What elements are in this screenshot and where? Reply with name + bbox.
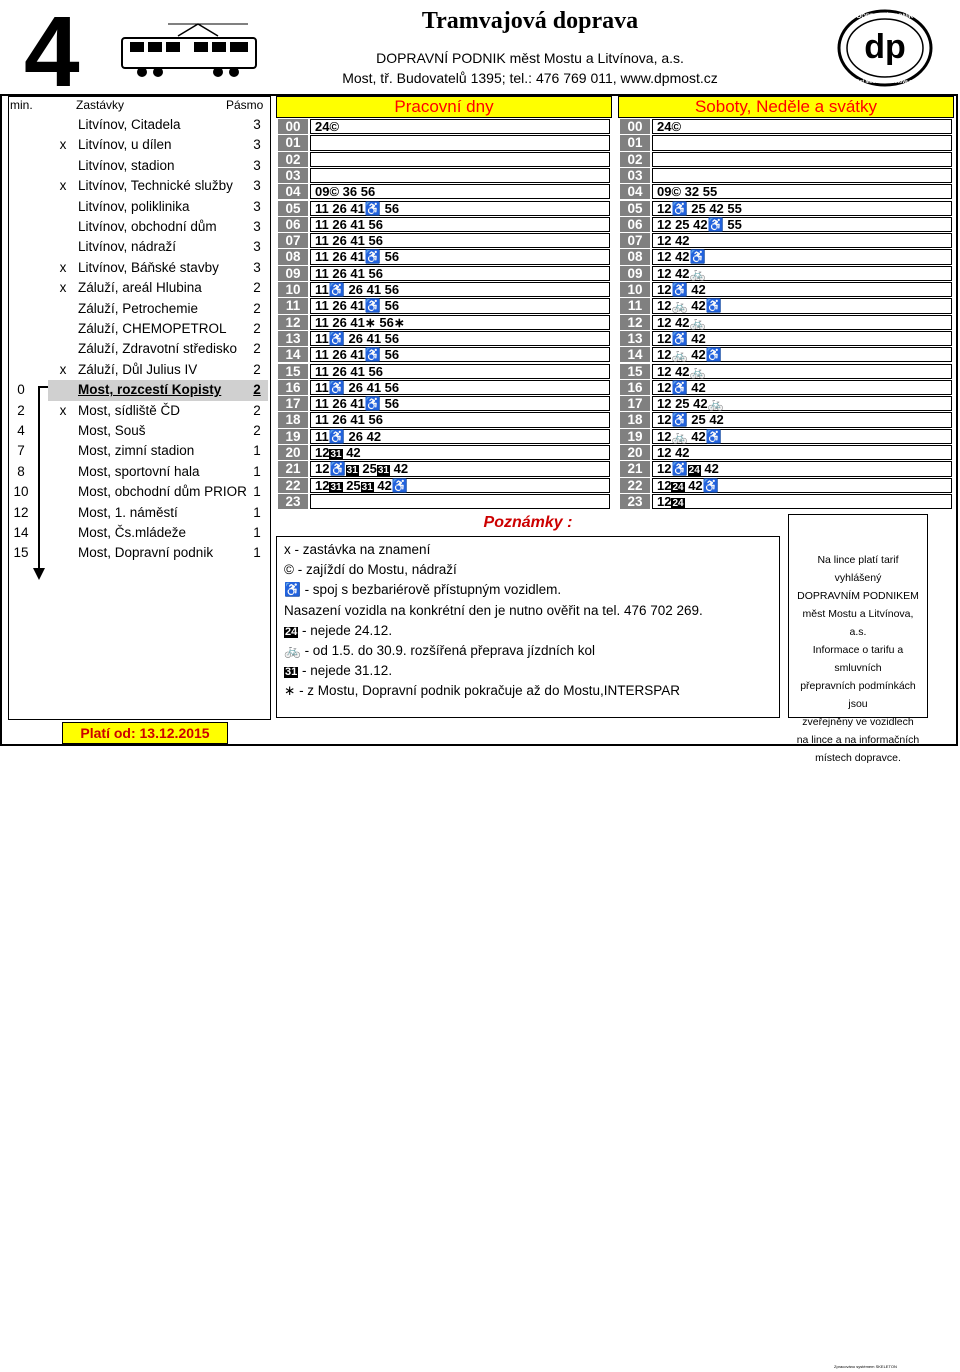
timetable-row xyxy=(620,380,952,396)
minutes-cell: 12 42🚲 xyxy=(652,364,952,379)
timetable-row xyxy=(620,201,952,217)
timetable-row xyxy=(620,347,952,363)
timetable-row xyxy=(620,298,952,314)
timetable-row xyxy=(278,282,610,298)
timetable-row xyxy=(278,135,610,151)
route-arrow-line xyxy=(38,388,40,578)
logo-text-bottom: měst Mostu a Litvínova a.s. xyxy=(852,79,918,85)
note-item xyxy=(284,683,680,699)
stop-minute: 2 xyxy=(17,402,25,418)
stop-name: Záluží, Petrochemie xyxy=(78,300,199,316)
stop-row xyxy=(8,503,271,523)
minutes-cell xyxy=(310,168,610,183)
stop-name: Záluží, Zdravotní středisko xyxy=(78,341,238,357)
minutes-cell: 12🚲 42♿ xyxy=(652,298,952,313)
hour-cell: 20 xyxy=(278,445,308,460)
minutes-cell: 11 26 41♿ 56 xyxy=(310,396,610,411)
hour-cell: 19 xyxy=(278,429,308,444)
hour-cell: 09 xyxy=(620,266,650,281)
hour-cell: 17 xyxy=(278,396,308,411)
minutes-cell: 11 26 41♿ 56 xyxy=(310,298,610,313)
stop-row xyxy=(8,237,271,257)
stop-name: Litvínov, Báňské stavby xyxy=(78,259,219,275)
note-symbol-icon: © xyxy=(284,562,294,578)
timetable-row xyxy=(620,168,952,184)
hour-cell: 14 xyxy=(620,347,650,362)
company-name: DOPRAVNÍ PODNIK měst Mostu a Litvínova, a.s. xyxy=(376,50,684,66)
stop-zone: 2 xyxy=(253,382,261,398)
timetable-row xyxy=(278,461,610,477)
stop-request-mark: x xyxy=(59,178,67,194)
stop-name: Litvínov, obchodní dům xyxy=(78,219,217,234)
timetable-row xyxy=(620,266,952,282)
note-text: - zastávka na znamení xyxy=(290,542,431,557)
timetable-row xyxy=(620,152,952,168)
stop-name: Litvínov, Citadela xyxy=(78,117,181,132)
note-item xyxy=(284,603,703,618)
minutes-cell: 12♿ 42 xyxy=(652,380,952,395)
stop-zone: 1 xyxy=(253,525,261,540)
hour-cell: 00 xyxy=(278,119,308,134)
hour-cell: 21 xyxy=(278,461,308,476)
timetable-row xyxy=(278,217,610,233)
minutes-cell: 09© 32 55 xyxy=(652,184,952,199)
timetable-row xyxy=(278,233,610,249)
minutes-cell: 1224 42♿ xyxy=(652,478,952,493)
note-item xyxy=(284,643,595,659)
stop-row xyxy=(8,176,271,196)
minutes-cell: 12 42 xyxy=(652,233,952,248)
tariff-line: na lince a na informačních xyxy=(796,734,920,746)
timetable-row xyxy=(620,445,952,461)
timetable-row xyxy=(620,315,952,331)
hour-cell: 09 xyxy=(278,266,308,281)
hour-cell: 18 xyxy=(278,412,308,427)
stop-row xyxy=(8,135,271,155)
minutes-cell: 12🚲 42♿ xyxy=(652,429,952,444)
hour-cell: 05 xyxy=(278,201,308,216)
hour-cell: 08 xyxy=(278,249,308,264)
minutes-cell: 12♿ 42 xyxy=(652,282,952,297)
stop-name: Záluží, areál Hlubina xyxy=(78,280,202,296)
hour-cell: 19 xyxy=(620,429,650,444)
stop-minute: 0 xyxy=(17,382,25,398)
stop-minute: 4 xyxy=(17,423,25,438)
note-symbol-icon: 31 xyxy=(361,481,373,493)
hour-cell: 22 xyxy=(278,478,308,493)
timetable-row xyxy=(620,119,952,135)
stop-name: Most, obchodní dům PRIOR xyxy=(78,484,247,500)
stop-name: Most, rozcestí Kopisty xyxy=(78,382,222,398)
hour-cell: 15 xyxy=(620,364,650,379)
stop-row xyxy=(8,339,271,359)
stop-zone: 1 xyxy=(253,504,261,520)
stop-name: Litvínov, poliklinika xyxy=(78,198,190,214)
minutes-cell: 11♿ 26 42 xyxy=(310,429,610,444)
minutes-cell: 11 26 41 56 xyxy=(310,412,610,427)
minutes-cell: 11♿ 26 41 56 xyxy=(310,331,610,346)
note-symbol-icon: 🚲 xyxy=(284,643,301,658)
hour-cell: 03 xyxy=(620,168,650,183)
hour-cell: 01 xyxy=(620,135,650,150)
timetable-row xyxy=(278,429,610,445)
stop-name: Most, sportovní hala xyxy=(78,463,200,479)
stop-request-mark: x xyxy=(59,137,67,153)
hour-cell: 01 xyxy=(278,135,308,150)
stop-row xyxy=(8,482,271,502)
hour-cell: 23 xyxy=(620,494,650,509)
stop-zone: 3 xyxy=(253,157,261,173)
timetable-row xyxy=(278,494,610,510)
stop-name: Most, Dopravní podnik xyxy=(78,545,214,561)
logo-text-top: DOPRAVNÍ PODNIK xyxy=(856,14,914,20)
stop-zone: 3 xyxy=(253,117,261,132)
minutes-cell: 24© xyxy=(652,119,952,134)
timetable-row xyxy=(620,396,952,412)
hour-cell: 16 xyxy=(620,380,650,395)
company-address: Most, tř. Budovatelů 1395; tel.: 476 769 011, www.dpmost.cz xyxy=(342,70,718,86)
note-item xyxy=(284,623,392,638)
note-text: - nejede 31.12. xyxy=(298,663,393,679)
note-item xyxy=(284,542,430,557)
timetable-row xyxy=(620,233,952,249)
timetable-row xyxy=(278,184,610,200)
stop-minute: 7 xyxy=(17,443,25,459)
minutes-cell: 12♿24 42 xyxy=(652,461,952,476)
hour-cell: 00 xyxy=(620,119,650,134)
minutes-cell: 11 26 41♿ 56 xyxy=(310,347,610,362)
valid-from: Platí od: 13.12.2015 xyxy=(62,722,228,744)
note-symbol-icon: 31 xyxy=(330,449,342,460)
stop-row xyxy=(17,380,268,400)
note-text: - od 1.5. do 30.9. rozšířená přeprava jízdních kol xyxy=(300,643,595,658)
stop-name: Most, sídliště ČD xyxy=(78,402,181,418)
note-text: - nejede 24.12. xyxy=(298,622,393,638)
minutes-cell: 11 26 41 56 xyxy=(310,217,610,232)
hour-cell: 14 xyxy=(278,347,308,362)
stop-zone: 2 xyxy=(253,280,261,296)
minutes-cell: 12♿ 42 xyxy=(652,331,952,346)
stop-row xyxy=(8,278,271,298)
timetable-row xyxy=(278,380,610,396)
stop-name: Most, 1. náměstí xyxy=(78,504,178,520)
note-text: - spoj s bezbariérově přístupným vozidlem. xyxy=(300,582,562,598)
minutes-cell: 12 25 42🚲 xyxy=(652,396,952,411)
timetable-row xyxy=(620,364,952,380)
note-symbol-icon: 24 xyxy=(688,465,700,477)
minutes-cell: 11 26 41♿ 56 xyxy=(310,201,610,216)
tariff-line: zveřejněny ve vozidlech xyxy=(802,716,914,728)
stop-zone: 1 xyxy=(253,484,261,500)
page-title: Tramvajová doprava xyxy=(421,8,639,34)
note-text: - zajíždí do Mostu, nádraží xyxy=(293,562,457,578)
stop-name: Most, Čs.mládeže xyxy=(78,525,187,540)
stop-zone: 2 xyxy=(253,423,261,438)
hour-cell: 03 xyxy=(278,168,308,183)
stop-zone: 1 xyxy=(253,443,261,459)
note-symbol-icon: 24 xyxy=(672,481,684,493)
stop-row xyxy=(8,523,271,543)
col-min-header: min. xyxy=(10,98,33,112)
stop-row xyxy=(8,115,271,135)
note-symbol-icon: 24 xyxy=(285,625,298,638)
stop-zone: 2 xyxy=(253,361,261,377)
stop-row xyxy=(8,441,271,461)
logo-letters: dp xyxy=(864,28,906,66)
stop-minute: 8 xyxy=(17,463,25,479)
hour-cell: 08 xyxy=(620,249,650,264)
footer-note: Zpracováno systémem SKELETON xyxy=(834,1364,897,1369)
timetable-row xyxy=(278,445,610,461)
timetable-row xyxy=(278,331,610,347)
minutes-cell: 12 42♿ xyxy=(652,249,952,264)
minutes-cell xyxy=(652,152,952,167)
note-item xyxy=(284,663,392,678)
stop-row xyxy=(8,462,271,482)
stop-minute: 14 xyxy=(13,525,29,540)
minutes-cell: 12 42🚲 xyxy=(652,266,952,281)
minutes-cell: 11 26 41 56 xyxy=(310,364,610,379)
minutes-cell xyxy=(652,135,952,150)
hour-cell: 17 xyxy=(620,396,650,411)
hour-cell: 04 xyxy=(278,184,308,199)
minutes-cell: 12♿31 2531 42 xyxy=(310,461,610,476)
stop-name: Litvínov, nádraží xyxy=(78,239,177,255)
stop-zone: 2 xyxy=(253,341,261,357)
stop-minute: 10 xyxy=(13,484,29,500)
timetable-row xyxy=(278,168,610,184)
minutes-cell xyxy=(310,152,610,167)
hour-cell: 06 xyxy=(620,217,650,232)
timetable-row xyxy=(278,298,610,314)
hour-cell: 06 xyxy=(278,217,308,232)
hour-cell: 10 xyxy=(278,282,308,297)
timetable-row xyxy=(620,494,952,510)
tariff-line: místech dopravce. xyxy=(815,752,901,764)
note-symbol-icon: 31 xyxy=(285,666,298,679)
stop-request-mark: x xyxy=(59,259,67,275)
col-stops-header: Zastávky xyxy=(76,98,125,112)
timetable-row xyxy=(278,266,610,282)
timetable-row xyxy=(278,347,610,363)
hour-cell: 12 xyxy=(278,315,308,330)
stop-zone: 2 xyxy=(253,321,261,336)
stop-zone: 2 xyxy=(253,300,261,316)
tariff-line: přepravních podmínkách jsou xyxy=(800,680,916,710)
note-text: - z Mostu, Dopravní podnik pokračuje až do Mostu,INTERSPAR xyxy=(295,683,680,699)
stop-minute: 12 xyxy=(13,504,29,520)
stop-zone: 1 xyxy=(253,545,261,561)
minutes-cell: 12♿ 25 42 55 xyxy=(652,201,952,216)
stop-name: Litvínov, u dílen xyxy=(78,137,172,153)
timetable-row xyxy=(278,478,610,494)
timetable-row xyxy=(620,461,952,477)
timetable-row xyxy=(620,184,952,200)
stop-name: Záluží, Důl Julius IV xyxy=(78,361,198,377)
stop-row xyxy=(8,543,271,563)
stop-zone: 3 xyxy=(253,178,261,194)
minutes-cell: 11 26 41 56 xyxy=(310,233,610,248)
minutes-cell: 12 42🚲 xyxy=(652,315,952,330)
minutes-cell: 12♿ 25 42 xyxy=(652,412,952,427)
note-symbol-icon: 31 xyxy=(346,465,358,477)
minutes-cell: 12 25 42♿ 55 xyxy=(652,217,952,232)
tram-icon xyxy=(118,22,260,80)
note-symbol-icon: 24 xyxy=(672,497,684,509)
tariff-line: Informace o tarifu a smluvních xyxy=(812,644,904,674)
stop-zone: 3 xyxy=(253,219,261,234)
stop-name: Litvínov, Technické služby xyxy=(78,178,233,194)
timetable-row xyxy=(620,331,952,347)
col-zone-header: Pásmo xyxy=(226,98,264,112)
stop-request-mark: x xyxy=(59,402,67,418)
timetable-row xyxy=(620,429,952,445)
tariff-line: měst Mostu a Litvínova, a.s. xyxy=(802,608,914,638)
stop-zone: 3 xyxy=(253,137,261,153)
hour-cell: 11 xyxy=(620,298,650,313)
hour-cell: 07 xyxy=(620,233,650,248)
note-symbol-icon: x xyxy=(284,542,291,557)
notes-title: Poznámky : xyxy=(483,514,573,531)
note-symbol-icon: 31 xyxy=(377,465,389,477)
minutes-cell: 1231 42 xyxy=(310,445,610,460)
note-item xyxy=(284,562,457,577)
note-symbol-icon: ∗ xyxy=(284,683,296,699)
timetable-row xyxy=(620,217,952,233)
timetable-row xyxy=(278,364,610,380)
stop-row xyxy=(8,217,271,237)
minutes-cell xyxy=(310,135,610,150)
line-number: 4 xyxy=(24,0,76,108)
minutes-cell: 11♿ 26 41 56 xyxy=(310,380,610,395)
route-arrow-icon xyxy=(33,568,45,580)
minutes-cell: 11♿ 26 41 56 xyxy=(310,282,610,297)
stop-zone: 1 xyxy=(253,463,261,479)
stop-request-mark: x xyxy=(59,280,67,296)
hour-cell: 15 xyxy=(278,364,308,379)
minutes-cell: 11 26 41∗ 56∗ xyxy=(310,315,610,330)
hour-cell: 18 xyxy=(620,412,650,427)
timetable-row xyxy=(620,249,952,265)
timetable-row xyxy=(278,201,610,217)
hour-cell: 12 xyxy=(620,315,650,330)
timetable-row xyxy=(278,249,610,265)
minutes-cell: 12🚲 42♿ xyxy=(652,347,952,362)
timetable-row xyxy=(278,119,610,135)
hour-cell: 07 xyxy=(278,233,308,248)
timetable-row xyxy=(620,135,952,151)
stop-row xyxy=(8,258,271,278)
timetable-row xyxy=(278,315,610,331)
timetable-row xyxy=(278,396,610,412)
hour-cell: 02 xyxy=(278,152,308,167)
stop-zone: 2 xyxy=(253,402,261,418)
minutes-cell xyxy=(310,494,610,509)
hour-cell: 23 xyxy=(278,494,308,509)
timetable-row xyxy=(278,152,610,168)
stop-zone: 3 xyxy=(253,259,261,275)
hour-cell: 21 xyxy=(620,461,650,476)
tariff-info xyxy=(788,514,928,764)
note-symbol-icon: ♿ xyxy=(284,582,301,598)
hour-cell: 22 xyxy=(620,478,650,493)
stop-name: Záluží, CHEMOPETROL xyxy=(78,321,227,336)
timetable-row xyxy=(620,282,952,298)
stop-row xyxy=(8,197,271,217)
stop-name: Most, zimní stadion xyxy=(78,443,195,459)
stop-zone: 3 xyxy=(253,239,261,255)
weekends-heading: Soboty, Neděle a svátky xyxy=(618,96,954,118)
minutes-cell: 24© xyxy=(310,119,610,134)
timetable-row xyxy=(278,412,610,428)
hour-cell: 20 xyxy=(620,445,650,460)
minutes-cell xyxy=(652,168,952,183)
hour-cell: 05 xyxy=(620,201,650,216)
timetable-row xyxy=(620,412,952,428)
minutes-cell: 1224 xyxy=(652,494,952,509)
minutes-cell: 09© 36 56 xyxy=(310,184,610,199)
minutes-cell: 12 42 xyxy=(652,445,952,460)
note-text: Nasazení vozidla na konkrétní den je nutno ověřit na tel. 476 702 269. xyxy=(284,602,703,618)
stop-row xyxy=(8,299,271,319)
note-item xyxy=(284,582,561,598)
stop-name: Litvínov, stadion xyxy=(78,157,175,173)
stop-row xyxy=(8,360,271,380)
tariff-line: DOPRAVNÍM PODNIKEM xyxy=(797,590,919,602)
hour-cell: 10 xyxy=(620,282,650,297)
hour-cell: 02 xyxy=(620,152,650,167)
stop-zone: 3 xyxy=(253,198,261,214)
stop-request-mark: x xyxy=(59,361,67,377)
stop-minute: 15 xyxy=(13,545,29,561)
hour-cell: 16 xyxy=(278,380,308,395)
stop-name: Most, Souš xyxy=(78,423,146,438)
stop-row xyxy=(8,421,271,441)
hour-cell: 13 xyxy=(620,331,650,346)
company-logo xyxy=(836,8,934,88)
stop-row xyxy=(8,401,271,421)
tariff-line: Na lince platí tarif vyhlášený xyxy=(817,554,899,584)
stop-row xyxy=(8,156,271,176)
weekdays-heading: Pracovní dny xyxy=(276,96,612,118)
minutes-cell: 11 26 41 56 xyxy=(310,266,610,281)
hour-cell: 04 xyxy=(620,184,650,199)
stop-row xyxy=(8,319,271,339)
note-symbol-icon: 31 xyxy=(330,481,342,493)
minutes-cell: 11 26 41♿ 56 xyxy=(310,249,610,264)
hour-cell: 11 xyxy=(278,298,308,313)
hour-cell: 13 xyxy=(278,331,308,346)
timetable-row xyxy=(620,478,952,494)
minutes-cell: 1231 2531 42♿ xyxy=(310,478,610,493)
